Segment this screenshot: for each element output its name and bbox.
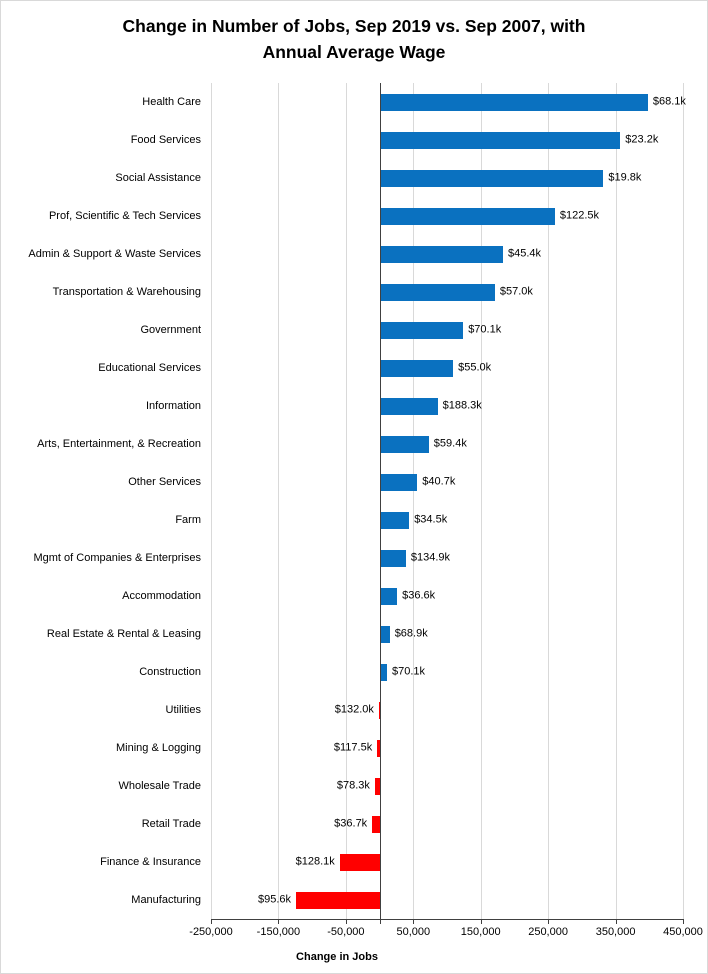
- chart-title-line2: Annual Average Wage: [262, 42, 446, 62]
- bar: [296, 892, 380, 909]
- gridline: [616, 83, 617, 919]
- bar: [380, 170, 604, 187]
- wage-label: $68.1k: [652, 95, 686, 108]
- wage-label: $57.0k: [499, 285, 533, 298]
- bar: [380, 512, 410, 529]
- gridline: [683, 83, 684, 919]
- category-label: Mining & Logging: [115, 742, 201, 754]
- wage-label: $95.6k: [257, 893, 291, 906]
- bar: [380, 322, 464, 339]
- x-axis-line: [211, 919, 684, 920]
- bar: [380, 246, 503, 263]
- category-label: Finance & Insurance: [100, 856, 201, 868]
- category-label: Prof, Scientific & Tech Services: [48, 210, 201, 222]
- wage-label: $117.5k: [333, 741, 373, 754]
- wage-label: $70.1k: [392, 665, 426, 678]
- axis-tick-label: -250,000: [189, 926, 233, 938]
- category-label: Other Services: [128, 476, 201, 488]
- chart-title-line1: Change in Number of Jobs, Sep 2019 vs. Sep 2007, with: [122, 16, 586, 36]
- wage-label: $188.3k: [442, 399, 482, 412]
- category-label: Social Assistance: [115, 172, 201, 184]
- category-label: Manufacturing: [131, 894, 201, 906]
- category-label: Transportation & Warehousing: [52, 286, 201, 298]
- bar: [380, 208, 555, 225]
- chart-title: [1, 13, 707, 65]
- wage-label: $40.7k: [422, 475, 456, 488]
- wage-label: $122.5k: [559, 209, 600, 222]
- x-axis-title: Change in Jobs: [296, 951, 378, 963]
- axis-tick-label: 250,000: [528, 926, 568, 938]
- category-label: Real Estate & Rental & Leasing: [46, 628, 201, 640]
- category-label: Mgmt of Companies & Enterprises: [33, 552, 201, 564]
- category-label: Utilities: [165, 704, 201, 716]
- wage-label: $59.4k: [433, 437, 467, 450]
- wage-label: $45.4k: [508, 247, 542, 260]
- bar: [380, 550, 406, 567]
- category-label: Retail Trade: [141, 818, 201, 830]
- category-label: Information: [145, 400, 201, 412]
- category-label: Farm: [175, 514, 201, 526]
- bar: [372, 816, 379, 833]
- bar: [380, 664, 387, 681]
- wage-label: $36.6k: [402, 589, 436, 602]
- gridline: [346, 83, 347, 919]
- category-label: Arts, Entertainment, & Recreation: [37, 438, 201, 450]
- axis-tick-label: 450,000: [663, 926, 703, 938]
- axis-tick-label: 150,000: [460, 926, 501, 938]
- wage-label: $36.7k: [334, 817, 368, 830]
- bar: [380, 284, 495, 301]
- bar: [380, 626, 390, 643]
- wage-label: $23.2k: [625, 133, 659, 146]
- bar: [380, 132, 621, 149]
- category-label: Construction: [139, 666, 201, 678]
- bar: [380, 436, 429, 453]
- zero-axis-line: [380, 83, 381, 924]
- bar: [380, 474, 418, 491]
- category-label: Food Services: [130, 134, 201, 146]
- bar: [340, 854, 380, 871]
- category-label: Wholesale Trade: [118, 780, 201, 792]
- wage-label: $70.1k: [468, 323, 502, 336]
- bar: [380, 588, 398, 605]
- bar: [380, 360, 454, 377]
- category-label: Health Care: [142, 96, 201, 108]
- category-label: Educational Services: [98, 362, 201, 374]
- wage-label: $78.3k: [336, 779, 370, 792]
- wage-label: $132.0k: [334, 703, 374, 716]
- bar: [380, 398, 438, 415]
- bar: [380, 94, 648, 111]
- axis-tick-label: -150,000: [256, 926, 301, 938]
- wage-label: $68.9k: [394, 627, 428, 640]
- axis-tick-label: -50,000: [327, 926, 365, 938]
- axis-tick-label: 50,000: [396, 926, 431, 938]
- category-label: Admin & Support & Waste Services: [28, 248, 201, 260]
- category-label: Government: [140, 324, 201, 336]
- wage-label: $19.8k: [608, 171, 642, 184]
- gridline: [278, 83, 279, 919]
- axis-tick-label: 350,000: [595, 926, 636, 938]
- gridline: [211, 83, 212, 919]
- wage-label: $55.0k: [458, 361, 492, 374]
- category-label: Accommodation: [122, 590, 201, 602]
- wage-label: $34.5k: [414, 513, 448, 526]
- wage-label: $134.9k: [410, 551, 451, 564]
- wage-label: $128.1k: [295, 855, 335, 868]
